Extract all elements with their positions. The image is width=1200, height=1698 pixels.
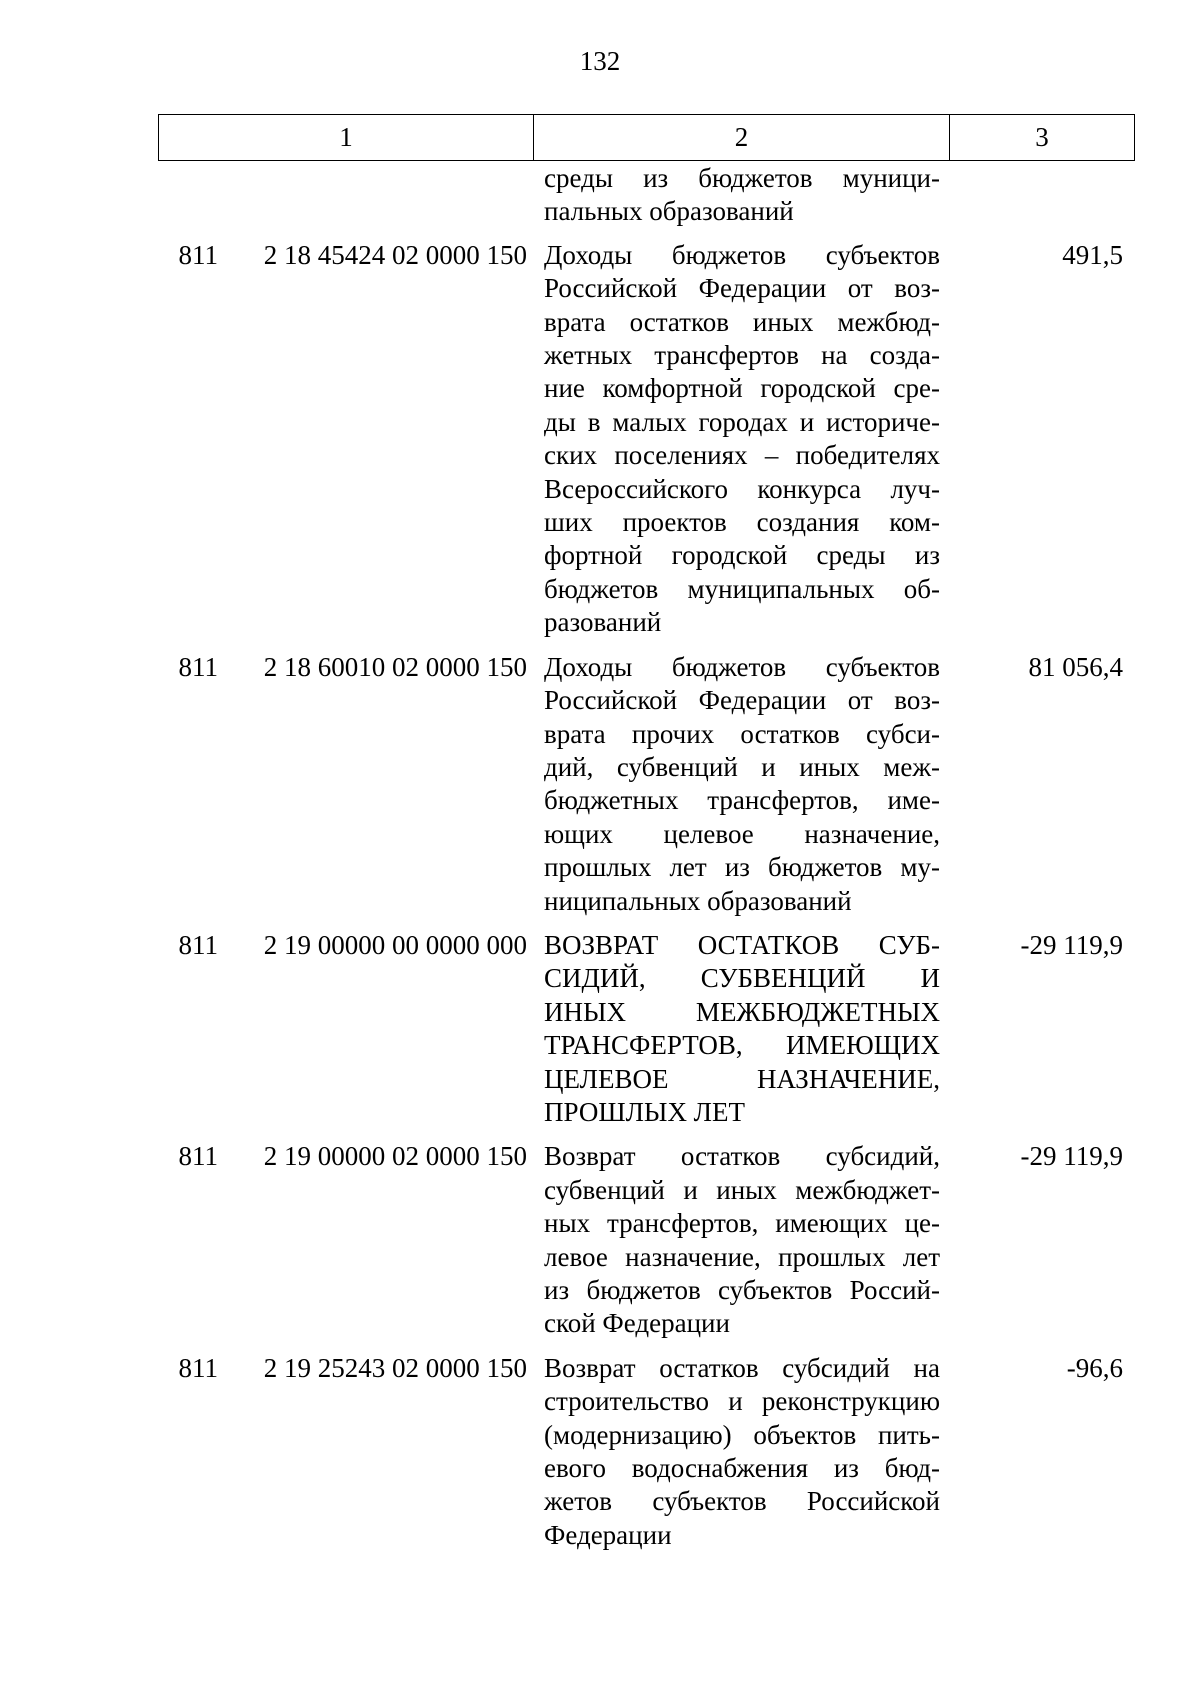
text-line: СИДИЙ, СУБВЕНЦИЙ И xyxy=(544,963,940,994)
text-line: бюджетов муниципальных об- xyxy=(544,573,940,604)
continuation-text xyxy=(544,162,940,229)
text-line: ТРАНСФЕРТОВ, ИМЕЮЩИХ xyxy=(544,1030,940,1061)
budget-code: 2 19 00000 00 0000 000 xyxy=(263,929,527,960)
page-number: 132 xyxy=(579,46,621,76)
column-header-3: 3 xyxy=(1035,122,1049,152)
column-header-1: 1 xyxy=(159,115,534,160)
text-line: дий, субвенций и иных меж- xyxy=(544,751,940,782)
amount: 81 056,4 xyxy=(1028,651,1123,682)
budget-code: 2 19 00000 02 0000 150 xyxy=(263,1141,527,1172)
admin-code: 811 xyxy=(178,239,218,270)
amount: -29 119,9 xyxy=(1020,929,1123,960)
admin-code: 811 xyxy=(178,1141,218,1172)
text-line: Доходы бюджетов субъектов xyxy=(544,651,940,682)
table-row xyxy=(158,239,1135,640)
income-name xyxy=(544,239,940,640)
text-line: Российской Федерации от воз- xyxy=(544,273,940,304)
table-header xyxy=(158,114,1135,161)
text-line: ВОЗВРАТ ОСТАТКОВ СУБ- xyxy=(544,929,940,960)
table-row xyxy=(158,1352,1135,1552)
budget-code: 2 19 25243 02 0000 150 xyxy=(263,1352,527,1383)
text-line: ших проектов создания ком- xyxy=(544,507,940,538)
table-body xyxy=(158,162,1135,1563)
data-rows xyxy=(158,239,1135,1552)
column-header-2: 2 xyxy=(534,115,950,160)
income-name xyxy=(544,1140,940,1340)
text-line: ющих целевое назначение, xyxy=(544,818,940,849)
text-line: ных трансфертов, имеющих це- xyxy=(544,1208,940,1239)
amount: -29 119,9 xyxy=(1020,1141,1123,1172)
income-name xyxy=(544,1352,940,1552)
income-name xyxy=(544,929,940,1129)
text-line: ние комфортной городской сре- xyxy=(544,373,940,404)
text-line: ской Федерации xyxy=(544,1308,730,1339)
text-line: жетных трансфертов на созда- xyxy=(544,340,940,371)
text-line: ских поселениях – победителях xyxy=(544,440,940,471)
text-line: Всероссийского конкурса луч- xyxy=(544,473,940,504)
text-line: субвенций и иных межбюджет- xyxy=(544,1174,940,1205)
text-line: врата остатков иных межбюд- xyxy=(544,306,940,337)
table-row xyxy=(158,651,1135,918)
admin-code: 811 xyxy=(178,1352,218,1383)
text-line: Доходы бюджетов субъектов xyxy=(544,239,940,270)
text-line: из бюджетов субъектов Россий- xyxy=(544,1275,940,1305)
text-line: Федерации xyxy=(544,1519,672,1550)
text-line: прошлых лет из бюджетов му- xyxy=(544,852,940,883)
text-line: ПРОШЛЫХ ЛЕТ xyxy=(544,1096,745,1127)
table-row xyxy=(158,929,1135,1129)
text-line: среды из бюджетов муници- xyxy=(544,163,940,193)
budget-code: 2 18 45424 02 0000 150 xyxy=(263,239,527,270)
text-line: Возврат остатков субсидий, xyxy=(544,1141,940,1172)
text-line: пальных образований xyxy=(544,196,794,227)
text-line: евого водоснабжения из бюд- xyxy=(544,1453,940,1484)
text-line: (модернизацию) объектов пить- xyxy=(544,1419,940,1450)
text-line: разований xyxy=(544,607,662,638)
text-line: фортной городской среды из xyxy=(544,540,940,571)
admin-code: 811 xyxy=(178,929,218,960)
amount: 491,5 xyxy=(1062,239,1123,270)
text-line: ды в малых городах и историче- xyxy=(544,406,940,437)
text-line: Возврат остатков субсидий на xyxy=(544,1352,940,1383)
text-line: жетов субъектов Российской xyxy=(544,1486,940,1517)
text-line: ниципальных образований xyxy=(544,885,852,916)
text-line: бюджетных трансфертов, име- xyxy=(544,785,940,816)
text-line: строительство и реконструкцию xyxy=(544,1386,940,1417)
text-line: врата прочих остатков субси- xyxy=(544,718,940,749)
budget-code: 2 18 60010 02 0000 150 xyxy=(263,651,527,682)
amount: -96,6 xyxy=(1066,1352,1123,1383)
text-line: ИНЫХ МЕЖБЮДЖЕТНЫХ xyxy=(544,996,940,1027)
text-line: левое назначение, прошлых лет xyxy=(544,1241,940,1272)
admin-code: 811 xyxy=(178,651,218,682)
text-line: ЦЕЛЕВОЕ НАЗНАЧЕНИЕ, xyxy=(544,1063,940,1094)
table-row xyxy=(158,1140,1135,1340)
income-name xyxy=(544,651,940,918)
text-line: Российской Федерации от воз- xyxy=(544,685,940,716)
table-row-continuation xyxy=(158,162,1135,229)
